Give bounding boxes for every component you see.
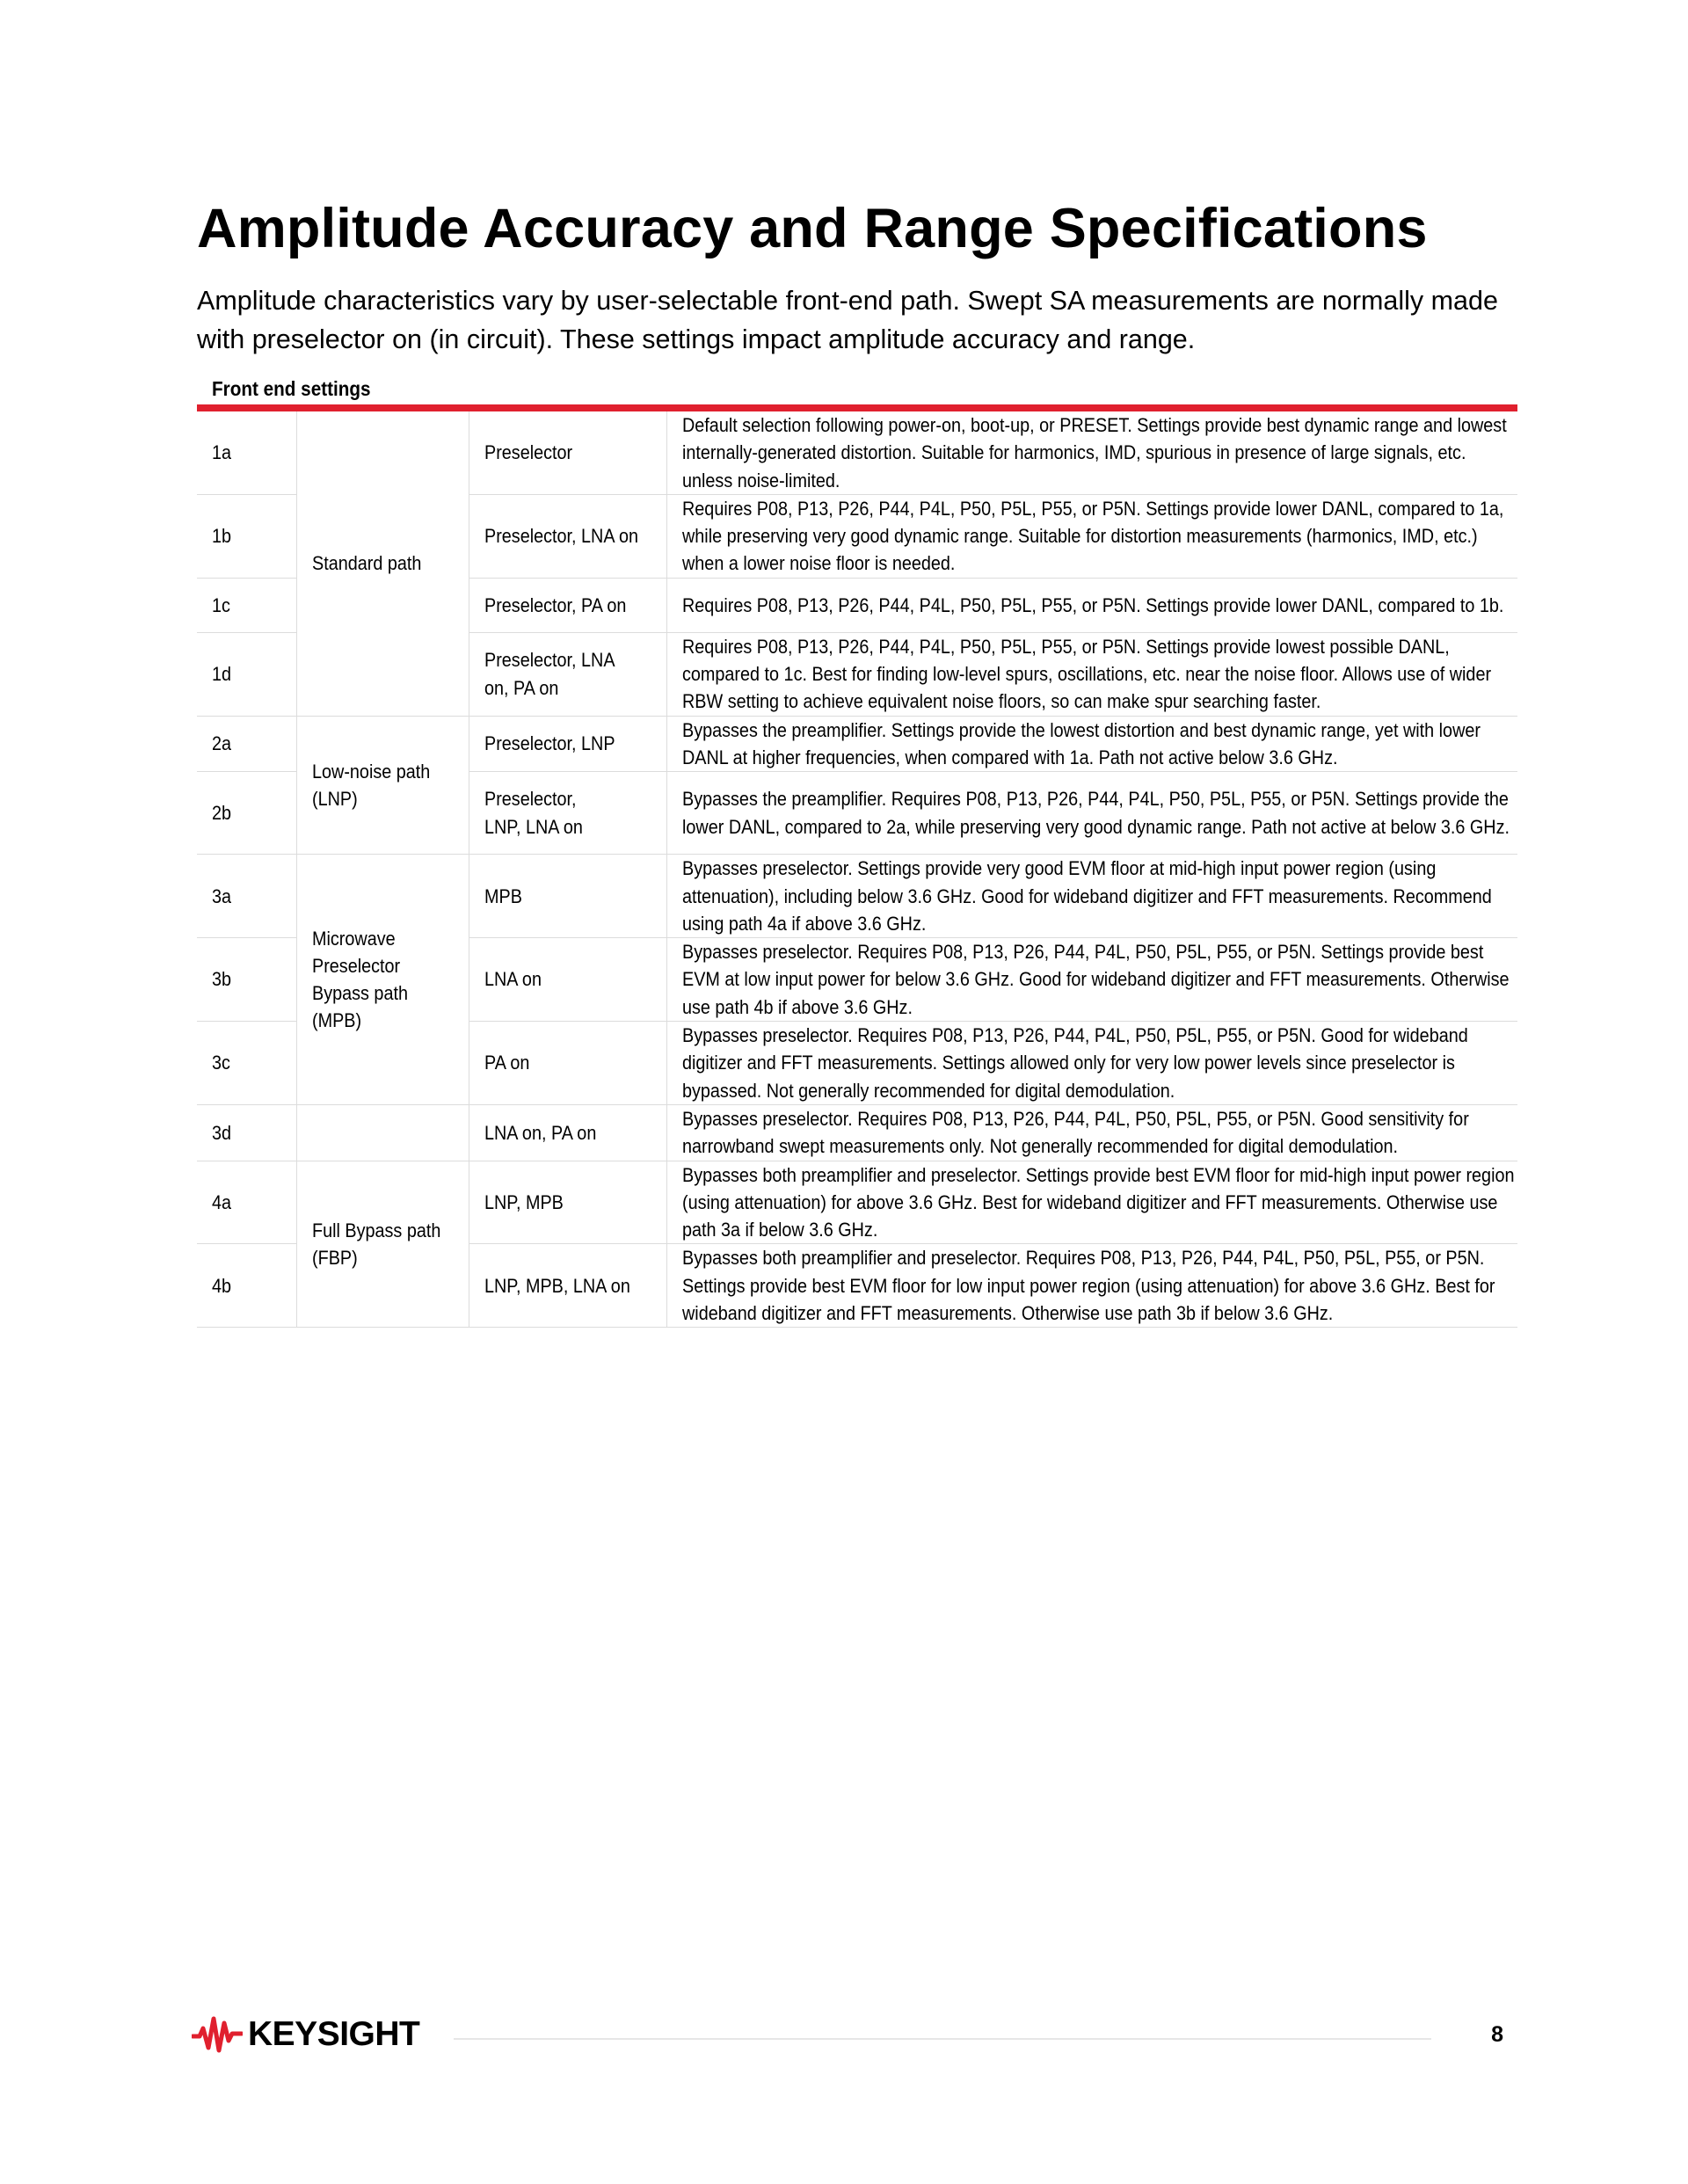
setting-name: Preselector, LNA on (469, 494, 666, 578)
setting-name: LNA on, PA on (469, 1104, 666, 1161)
setting-name: Preselector, PA on (469, 578, 666, 632)
intro-paragraph: Amplitude characteristics vary by user-selectable front-end path. Swept SA measurements are normally made with preselector on (in circuit). These settings impact amplitude accuracy and range. (197, 286, 1498, 354)
row-id: 4b (197, 1244, 296, 1328)
row-id: 1d (197, 632, 296, 716)
setting-description: Default selection following power-on, boot-up, or PRESET. Settings provide best dynamic range and lowest internally-generated distortion. Suitable for harmonics, IMD, spurious in presence of large signals, etc. unless noise-limited. (666, 411, 1517, 494)
setting-description: Bypasses preselector. Settings provide very good EVM floor at mid-high input power region (using attenuation), including below 3.6 GHz. Good for wideband digitizer and FFT measurements. Recommend using path 4a if above 3.6 GHz. (666, 855, 1517, 938)
brand-name: KEYSIGHT (248, 2015, 420, 2053)
setting-description: Requires P08, P13, P26, P44, P4L, P50, P5L, P55, or P5N. Settings provide lower DANL, compared to 1b. (666, 578, 1517, 632)
setting-description: Bypasses preselector. Requires P08, P13, P26, P44, P4L, P50, P5L, P55, or P5N. Good for wideband digitizer and FFT measurements. Settings allowed only for very low power levels since preselector is bypassed. Not generally recommended for digital demodulation. (666, 1022, 1517, 1105)
page-title: Amplitude Accuracy and Range Specifications (197, 198, 1428, 259)
setting-name: Preselector, LNP, LNA on (469, 772, 666, 855)
setting-description: Bypasses preselector. Requires P08, P13, P26, P44, P4L, P50, P5L, P55, or P5N. Settings provide best EVM at low input power for below 3.6 GHz. Good for wideband digitizer and FFT measurements. Otherwise use path 4b if above 3.6 GHz. (666, 938, 1517, 1022)
setting-description: Bypasses the preamplifier. Requires P08, P13, P26, P44, P4L, P50, P5L, P55, or P5N. Settings provide the lower DANL, compared to 2a, while preserving very good dynamic range. Path not active at below 3.6 GHz. (666, 772, 1517, 855)
caption-divider (197, 404, 1517, 411)
row-id: 3d (197, 1104, 296, 1161)
setting-name: Preselector (469, 411, 666, 494)
table-row (197, 1161, 1517, 1244)
setting-name: MPB (469, 855, 666, 938)
path-name: Full Bypass path (FBP) (296, 1161, 469, 1328)
table-row (197, 716, 1517, 772)
page-number: 8 (1491, 2022, 1503, 2047)
row-id: 2b (197, 772, 296, 855)
row-id: 3a (197, 855, 296, 938)
setting-name: LNP, MPB (469, 1161, 666, 1244)
path-name: Low-noise path (LNP) (296, 716, 469, 855)
row-id: 3b (197, 938, 296, 1022)
row-id: 1a (197, 411, 296, 494)
row-id: 3c (197, 1022, 296, 1105)
path-name: Microwave Preselector Bypass path (MPB) (296, 855, 469, 1105)
keysight-logo (192, 2015, 419, 2054)
setting-description: Bypasses preselector. Requires P08, P13, P26, P44, P4L, P50, P5L, P55, or P5N. Good sensitivity for narrowband swept measurements only. Not generally recommended for digital demodulation. (666, 1104, 1517, 1161)
front-end-settings-table (197, 411, 1517, 1328)
setting-name: PA on (469, 1022, 666, 1105)
footer-divider (454, 2038, 1431, 2040)
row-id: 1b (197, 494, 296, 578)
table-row (197, 1104, 1517, 1161)
waveform-logo-icon (192, 2016, 243, 2053)
setting-description: Bypasses both preamplifier and preselector. Requires P08, P13, P26, P44, P4L, P50, P5L, P55, or P5N. Settings provide best EVM floor for low input power region (using attenuation) for above 3.6 GHz. Best for wideband digitizer and FFT measurements. Otherwise use path 3b if below 3.6 GHz. (666, 1244, 1517, 1328)
setting-description: Bypasses the preamplifier. Settings provide the lowest distortion and best dynamic range, yet with lower DANL at higher frequencies, when compared with 1a. Path not active below 3.6 GHz. (666, 716, 1517, 772)
row-id: 2a (197, 716, 296, 772)
table-caption: Front end settings (212, 377, 371, 400)
setting-description: Requires P08, P13, P26, P44, P4L, P50, P5L, P55, or P5N. Settings provide lowest possible DANL, compared to 1c. Best for finding low-level spurs, oscillations, etc. near the noise floor. Allows use of wider RBW setting to achieve equivalent noise floors, so can make spur searching faster. (666, 632, 1517, 716)
setting-description: Requires P08, P13, P26, P44, P4L, P50, P5L, P55, or P5N. Settings provide lower DANL, compared to 1a, while preserving very good dynamic range. Suitable for distortion measurements (harmonics, IMD, etc.) when a lower noise floor is needed. (666, 494, 1517, 578)
table-row (197, 411, 1517, 494)
setting-name: LNP, MPB, LNA on (469, 1244, 666, 1328)
row-id: 1c (197, 578, 296, 632)
setting-name: Preselector, LNA on, PA on (469, 632, 666, 716)
path-name-continued (296, 1104, 469, 1161)
path-name: Standard path (296, 411, 469, 716)
setting-name: Preselector, LNP (469, 716, 666, 772)
row-id: 4a (197, 1161, 296, 1244)
table-row (197, 855, 1517, 938)
setting-name: LNA on (469, 938, 666, 1022)
setting-description: Bypasses both preamplifier and preselector. Settings provide best EVM floor for mid-high input power region (using attenuation) for above 3.6 GHz. Best for wideband digitizer and FFT measurements. Otherwise use path 3a if below 3.6 GHz. (666, 1161, 1517, 1244)
